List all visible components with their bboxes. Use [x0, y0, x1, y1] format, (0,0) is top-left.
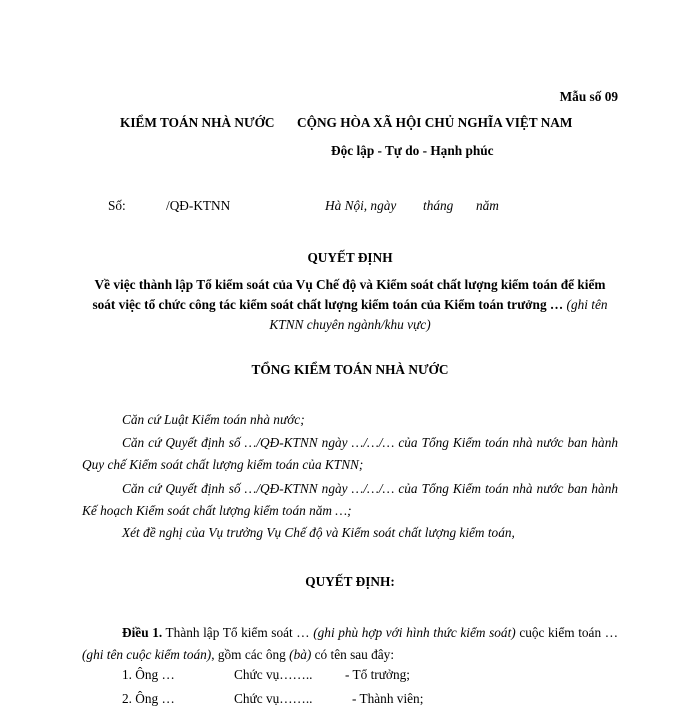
- member-1-position: - Tổ trưởng;: [345, 667, 410, 682]
- month-label: tháng: [423, 198, 454, 213]
- subject-note-b: KTNN chuyên ngành/khu vực): [269, 317, 431, 332]
- member-2-position: - Thành viên;: [352, 691, 424, 706]
- document-subject: [60, 275, 640, 335]
- article-1-text-a: Thành lập Tổ kiểm soát …: [165, 625, 310, 640]
- article-1-text-c: , gồm các ông: [211, 647, 286, 662]
- article-1: [82, 622, 618, 666]
- member-1-name: 1. Ông …: [122, 667, 175, 682]
- article-1-note-c: (bà): [289, 647, 312, 662]
- subject-line-1: Về việc thành lập Tổ kiểm soát của Vụ Chế độ và Kiểm soát chất lượng kiểm toán để kiểm: [94, 277, 606, 292]
- member-2-name: 2. Ông …: [122, 691, 175, 706]
- year-label: năm: [476, 198, 499, 213]
- decide-heading: QUYẾT ĐỊNH:: [305, 574, 395, 589]
- subject-note-a: (ghi tên: [566, 297, 608, 312]
- document-code: /QĐ-KTNN: [166, 198, 231, 213]
- article-1-note-a: (ghi phù hợp với hình thức kiểm soát): [313, 625, 516, 640]
- document-number-label: Số:: [108, 198, 126, 213]
- article-1-note-b: (ghi tên cuộc kiểm toán): [82, 647, 212, 662]
- agency-name: KIỂM TOÁN NHÀ NƯỚC: [120, 115, 275, 130]
- form-number: Mẫu số 09: [559, 89, 618, 104]
- legal-basis-1: Căn cứ Luật Kiểm toán nhà nước;: [122, 412, 305, 427]
- legal-basis-2: Căn cứ Quyết định số …/QĐ-KTNN ngày …/…/… của Tổng Kiểm toán nhà nước ban hành Quy chế Kiểm soát chất lượng kiểm toán của KTNN;: [82, 435, 618, 472]
- subject-line-2: soát việc tổ chức công tác kiểm soát chất lượng kiểm toán của Kiểm toán trưởng …: [92, 297, 564, 312]
- legal-basis-3: Căn cứ Quyết định số …/QĐ-KTNN ngày …/…/… của Tổng Kiểm toán nhà nước ban hành Kế hoạch Kiểm soát chất lượng kiểm toán năm …;: [82, 481, 618, 518]
- national-motto: Độc lập - Tự do - Hạnh phúc: [331, 143, 494, 158]
- place-date: Hà Nội, ngày: [325, 198, 397, 213]
- document-title: QUYẾT ĐỊNH: [307, 250, 393, 265]
- article-1-label: Điều 1.: [122, 625, 163, 640]
- nation-name: CỘNG HÒA XÃ HỘI CHỦ NGHĨA VIỆT NAM: [297, 115, 573, 130]
- authority-heading: TỔNG KIỂM TOÁN NHÀ NƯỚC: [251, 362, 449, 377]
- article-1-text-b: cuộc kiểm toán …: [519, 625, 619, 640]
- article-1-text-d: có tên sau đây:: [314, 647, 395, 662]
- member-2-role: Chức vụ……..: [234, 691, 313, 706]
- legal-basis-4: Xét đề nghị của Vụ trưởng Vụ Chế độ và Kiểm soát chất lượng kiểm toán,: [122, 525, 515, 540]
- member-1-role: Chức vụ……..: [234, 667, 313, 682]
